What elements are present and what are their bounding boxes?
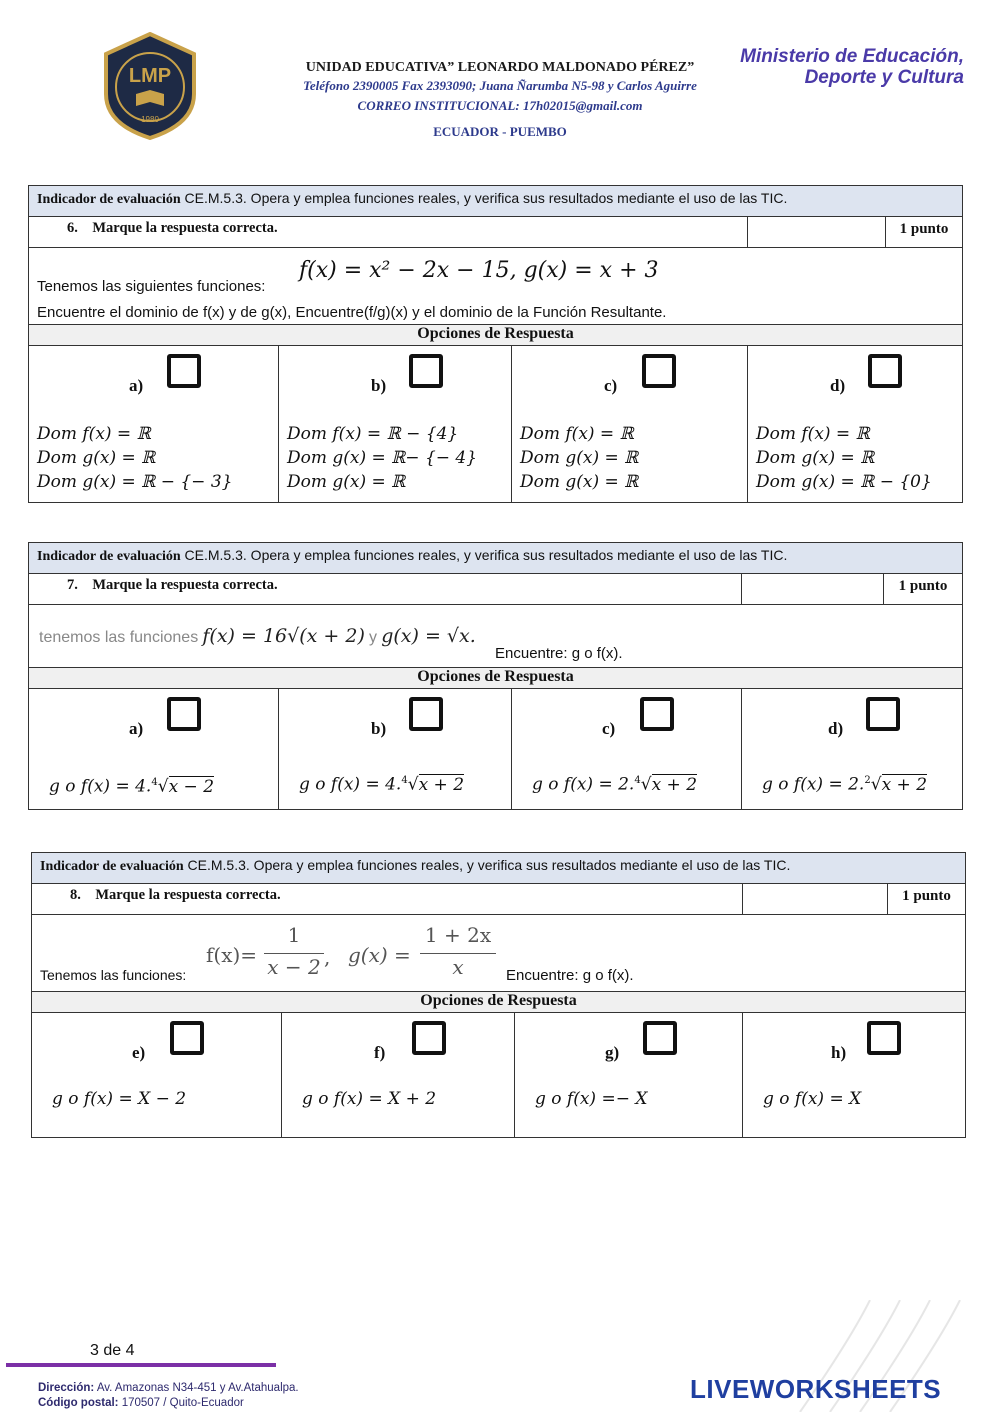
option-line: Dom g(x) = ℝ − {0} (756, 472, 932, 492)
option-line: Dom f(x) = ℝ − {4} (287, 424, 459, 444)
option-h (743, 1013, 966, 1138)
option-label: c) (602, 719, 616, 738)
indicator-text: CE.M.5.3. Opera y emplea funciones reales, y verifica sus resultados mediante el uso de las TIC. (184, 190, 788, 206)
answer-checkbox[interactable] (866, 697, 900, 731)
option-label: h) (831, 1043, 847, 1062)
option-label: e) (132, 1043, 146, 1062)
option-b (279, 689, 512, 810)
question-statement (29, 248, 963, 325)
f-denominator: x − 2 (267, 955, 321, 979)
option-expression: g o f(x) = 4.$^4$√x + 2 (299, 774, 465, 795)
radicand: x + 2 (651, 774, 698, 795)
option-label: d) (830, 376, 846, 395)
option-expression: g o f(x) = X + 2 (302, 1089, 437, 1109)
question-title: Marque la respuesta correcta. (95, 887, 281, 903)
school-phone: Teléfono 2390005 Fax 2393090; Juana Ñarumba N5-98 y Carlos Aguirre (303, 78, 697, 93)
option-g (515, 1013, 743, 1138)
option-f (282, 1013, 515, 1138)
answer-checkbox[interactable] (643, 1021, 677, 1055)
liveworksheets-logo: LIVEWORKSHEETS (690, 1374, 942, 1404)
indicator-row (32, 853, 966, 884)
answer-checkbox[interactable] (867, 1021, 901, 1055)
statement-instruction: Encuentre el dominio de f(x) y de g(x), Encuentre(f/g)(x) y el dominio de la Función Resultante. (37, 304, 667, 321)
ministry-line-2: Deporte y Cultura (804, 67, 964, 88)
functions-formula: f(x) = x² − 2x − 15, g(x) = x + 3 (299, 258, 659, 283)
footer-address (38, 1381, 299, 1411)
answer-checkbox[interactable] (642, 354, 676, 388)
option-expression: g o f(x) =− X (535, 1089, 648, 1109)
g-lhs: g(x) = (348, 943, 411, 967)
logo-year: 1980 (141, 115, 159, 124)
root-index: 2 (864, 775, 871, 786)
option-line: Dom f(x) = ℝ (37, 424, 151, 444)
question-title: Marque la respuesta correcta. (92, 577, 278, 593)
indicator-label: Indicador de evaluación (40, 859, 184, 874)
option-a (29, 346, 279, 503)
option-label: f) (374, 1043, 386, 1062)
answer-checkbox[interactable] (640, 697, 674, 731)
option-a (29, 689, 279, 810)
question-number: 8. (70, 887, 81, 903)
option-b (279, 346, 512, 503)
options-header: Opciones de Respuesta (32, 992, 966, 1013)
option-c (512, 346, 748, 503)
indicator-label: Indicador de evaluación (37, 192, 181, 207)
f-comma: , (324, 945, 331, 969)
statement-intro: Tenemos las funciones: (40, 967, 187, 983)
school-name: UNIDAD EDUCATIVA” LEONARDO MALDONADO PÉREZ” (305, 60, 695, 75)
option-line: Dom g(x) = ℝ (756, 448, 875, 468)
postal-value: 170507 / Quito-Ecuador (121, 1397, 244, 1409)
root-index: 4 (151, 777, 158, 788)
points: 1 punto (885, 217, 962, 247)
answer-checkbox[interactable] (409, 697, 443, 731)
indicator-row (29, 186, 963, 217)
answer-checkbox[interactable] (170, 1021, 204, 1055)
indicator-text: CE.M.5.3. Opera y emplea funciones reales, y verifica sus resultados mediante el uso de las TIC. (187, 857, 791, 873)
answer-checkbox[interactable] (167, 354, 201, 388)
answer-checkbox[interactable] (412, 1021, 446, 1055)
f-lhs: f(x)= (206, 943, 258, 967)
g-denominator: x (452, 955, 464, 979)
option-label: a) (129, 376, 144, 395)
option-label: b) (371, 376, 387, 395)
formula-f: f(x) = 16√(x + 2) (202, 625, 365, 647)
address-label: Dirección: (38, 1382, 95, 1394)
question-statement (32, 915, 966, 992)
school-header (240, 60, 760, 140)
question-title-row (29, 574, 742, 605)
question-title: Marque la respuesta correcta. (92, 220, 278, 236)
option-e (32, 1013, 282, 1138)
radicand: x − 2 (168, 776, 215, 797)
root-index: 4 (401, 775, 408, 786)
answer-checkbox[interactable] (868, 354, 902, 388)
option-expression: g o f(x) = 4.$^4$√x − 2 (49, 776, 215, 797)
option-d (742, 689, 963, 810)
question-7 (28, 542, 963, 810)
option-label: d) (828, 719, 844, 738)
options-header: Opciones de Respuesta (29, 668, 963, 689)
option-c (512, 689, 742, 810)
g-numerator: 1 + 2x (424, 923, 492, 947)
school-logo (100, 32, 200, 140)
indicator-row (29, 543, 963, 574)
statement-intro: Tenemos las siguientes funciones: (37, 278, 266, 295)
option-label: g) (605, 1043, 620, 1062)
root-index: 4 (634, 775, 641, 786)
question-statement (29, 605, 963, 668)
option-expression: g o f(x) = X − 2 (52, 1089, 187, 1109)
question-title-row (32, 884, 743, 915)
option-lhs: g o f(x) = 4. (299, 774, 402, 795)
option-lhs: g o f(x) = 4. (49, 776, 152, 797)
connector: y (369, 629, 378, 646)
statement-instruction: Encuentre: g o f(x). (495, 645, 623, 662)
f-numerator: 1 (287, 923, 301, 947)
option-d (748, 346, 963, 503)
school-email: CORREO INSTITUCIONAL: 17h02015@gmail.com (357, 98, 643, 113)
option-line: Dom g(x) = ℝ (37, 448, 156, 468)
school-location: ECUADOR - PUEMBO (433, 124, 567, 139)
option-expression: g o f(x) = 2.$^2$√x + 2 (762, 774, 928, 795)
radicand: x + 2 (881, 774, 928, 795)
option-line: Dom f(x) = ℝ (756, 424, 870, 444)
question-title-row (29, 217, 748, 248)
points: 1 punto (887, 884, 965, 914)
option-line: Dom g(x) = ℝ (520, 472, 639, 492)
option-line: Dom g(x) = ℝ (520, 448, 639, 468)
radicand: x + 2 (418, 774, 465, 795)
question-number: 6. (67, 220, 78, 236)
option-line: Dom g(x) = ℝ (287, 472, 406, 492)
question-6 (28, 185, 963, 503)
option-label: b) (371, 719, 387, 738)
formula-g: g(x) = √x. (381, 625, 476, 647)
indicator-label: Indicador de evaluación (37, 549, 181, 564)
option-line: Dom f(x) = ℝ (520, 424, 634, 444)
options-header: Opciones de Respuesta (29, 325, 963, 346)
postal-label: Código postal: (38, 1397, 119, 1409)
footer-divider (6, 1363, 276, 1367)
option-lhs: g o f(x) = 2. (762, 774, 865, 795)
address-value: Av. Amazonas N34-451 y Av.Atahualpa. (96, 1382, 299, 1394)
option-expression: g o f(x) = 2.$^4$√x + 2 (532, 774, 698, 795)
statement-instruction: Encuentre: g o f(x). (506, 967, 634, 984)
page-number: 3 de 4 (90, 1342, 135, 1359)
ministry-line-1: Ministerio de Educación, (740, 46, 964, 67)
question-number: 7. (67, 577, 78, 593)
answer-checkbox[interactable] (409, 354, 443, 388)
option-line: Dom g(x) = ℝ − {− 3} (37, 472, 233, 492)
indicator-text: CE.M.5.3. Opera y emplea funciones reales, y verifica sus resultados mediante el uso de las TIC. (184, 547, 788, 563)
option-label: a) (129, 719, 144, 738)
option-line: Dom g(x) = ℝ− {− 4} (287, 448, 478, 468)
statement-intro: tenemos las funciones (39, 629, 199, 646)
option-label: c) (604, 376, 618, 395)
option-expression: g o f(x) = X (763, 1089, 862, 1109)
answer-checkbox[interactable] (167, 697, 201, 731)
question-8 (31, 852, 966, 1138)
option-lhs: g o f(x) = 2. (532, 774, 635, 795)
ministry-logo (716, 46, 964, 88)
logo-text: LMP (128, 65, 172, 87)
points: 1 punto (883, 574, 962, 604)
